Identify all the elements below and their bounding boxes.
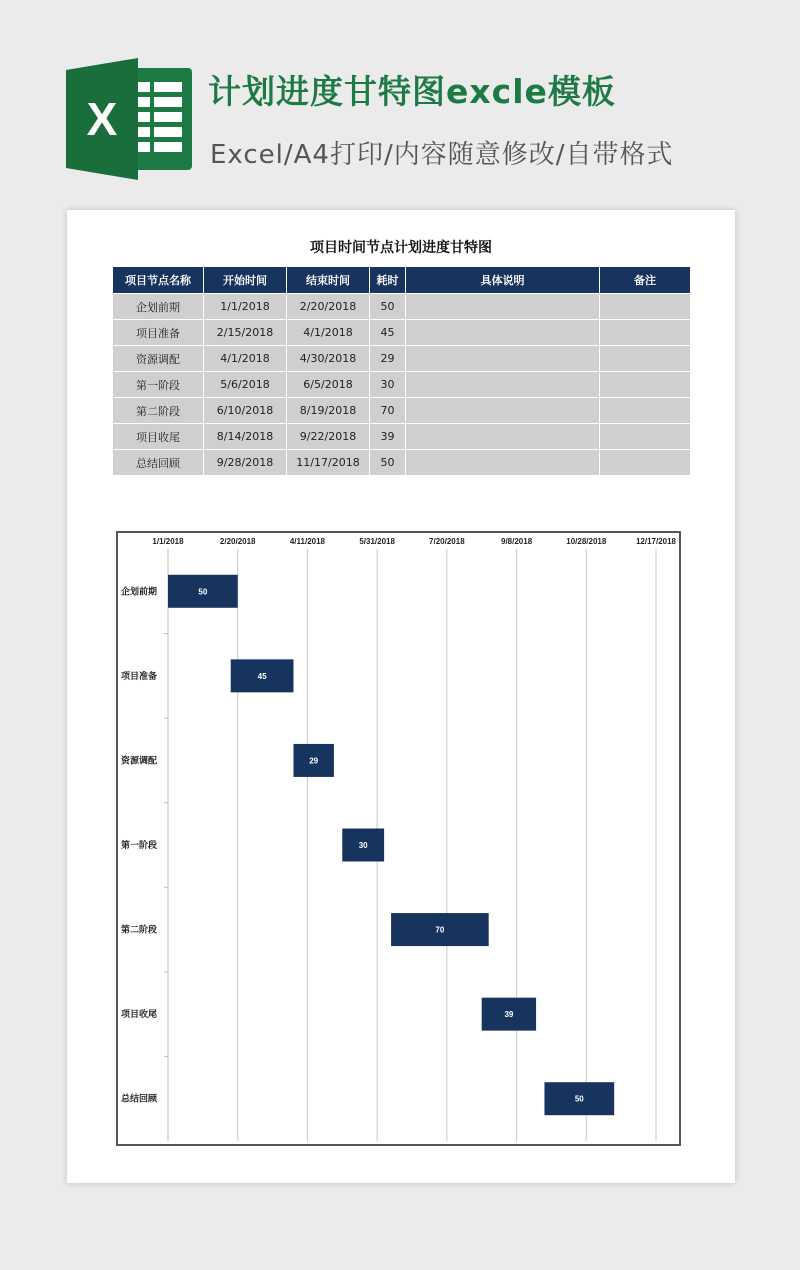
table-row <box>113 372 691 398</box>
cell-note[interactable] <box>600 450 691 476</box>
cell-note[interactable] <box>600 320 691 346</box>
table-header-row <box>113 267 691 294</box>
cell-desc[interactable] <box>406 398 600 424</box>
x-tick-label: 2/20/2018 <box>219 537 256 546</box>
cell-desc[interactable] <box>406 372 600 398</box>
table-row <box>113 346 691 372</box>
col-header-note[interactable]: 备注 <box>600 267 691 294</box>
col-header-days[interactable]: 耗时 <box>370 267 406 294</box>
cell-desc[interactable] <box>406 320 600 346</box>
cell-name[interactable]: 项目准备 <box>113 320 204 346</box>
cell-days[interactable]: 50 <box>370 294 406 320</box>
category-label: 资源调配 <box>121 756 158 767</box>
bar-value-label: 50 <box>574 1094 584 1104</box>
cell-desc[interactable] <box>406 294 600 320</box>
cell-end[interactable]: 4/1/2018 <box>287 320 370 346</box>
x-tick-label: 12/17/2018 <box>635 537 677 546</box>
schedule-table <box>112 266 691 476</box>
gantt-chart[interactable] <box>116 531 681 1146</box>
x-tick-label: 4/11/2018 <box>289 537 326 546</box>
category-label: 项目准备 <box>121 671 158 682</box>
x-tick-label: 10/28/2018 <box>566 537 607 546</box>
cell-days[interactable]: 70 <box>370 398 406 424</box>
cell-desc[interactable] <box>406 424 600 450</box>
cell-start[interactable]: 8/14/2018 <box>204 424 287 450</box>
bar-value-label: 30 <box>358 841 368 850</box>
excel-logo-icon <box>66 58 194 180</box>
cell-desc[interactable] <box>406 450 600 476</box>
cell-name[interactable]: 项目收尾 <box>113 424 204 450</box>
col-header-desc[interactable]: 具体说明 <box>406 267 600 294</box>
cell-days[interactable]: 29 <box>370 346 406 372</box>
category-label: 第一阶段 <box>121 841 158 851</box>
cell-note[interactable] <box>600 346 691 372</box>
x-tick-label: 9/8/2018 <box>501 537 533 546</box>
cell-note[interactable] <box>600 372 691 398</box>
page-title: 计划进度甘特图excle模板 <box>208 72 616 111</box>
table-row <box>113 424 691 450</box>
cell-start[interactable]: 6/10/2018 <box>204 398 287 424</box>
bar-value-label: 29 <box>309 756 319 766</box>
cell-end[interactable]: 2/20/2018 <box>287 294 370 320</box>
cell-note[interactable] <box>600 398 691 424</box>
bar-value-label: 50 <box>198 587 208 597</box>
bar-value-label: 70 <box>435 925 445 935</box>
category-label: 项目收尾 <box>121 1010 158 1021</box>
gantt-chart-svg <box>118 533 679 1144</box>
cell-name[interactable]: 资源调配 <box>113 346 204 372</box>
cell-end[interactable]: 9/22/2018 <box>287 424 370 450</box>
col-header-end[interactable]: 结束时间 <box>287 267 370 294</box>
table-row <box>113 320 691 346</box>
cell-end[interactable]: 8/19/2018 <box>287 398 370 424</box>
cell-note[interactable] <box>600 294 691 320</box>
cell-start[interactable]: 5/6/2018 <box>204 372 287 398</box>
cell-name[interactable]: 企划前期 <box>113 294 204 320</box>
x-tick-label: 5/31/2018 <box>359 537 395 546</box>
cell-desc[interactable] <box>406 346 600 372</box>
cell-start[interactable]: 1/1/2018 <box>204 294 287 320</box>
cell-start[interactable]: 2/15/2018 <box>204 320 287 346</box>
x-tick-label: 7/20/2018 <box>429 537 465 546</box>
spreadsheet-sheet <box>67 210 735 1183</box>
category-label: 总结回顾 <box>121 1094 158 1105</box>
table-row <box>113 450 691 476</box>
col-header-name[interactable]: 项目节点名称 <box>113 267 204 294</box>
page-subtitle: Excel/A4打印/内容随意修改/自带格式 <box>210 140 674 170</box>
cell-start[interactable]: 4/1/2018 <box>204 346 287 372</box>
cell-days[interactable]: 39 <box>370 424 406 450</box>
logo-letter: X <box>86 93 118 145</box>
category-label: 企划前期 <box>121 587 158 598</box>
col-header-start[interactable]: 开始时间 <box>204 267 287 294</box>
category-label: 第二阶段 <box>121 925 158 936</box>
bar-value-label: 39 <box>504 1010 514 1020</box>
cell-days[interactable]: 30 <box>370 372 406 398</box>
table-row <box>113 398 691 424</box>
table-row <box>113 294 691 320</box>
cell-days[interactable]: 45 <box>370 320 406 346</box>
cell-name[interactable]: 第二阶段 <box>113 398 204 424</box>
cell-note[interactable] <box>600 424 691 450</box>
cell-name[interactable]: 总结回顾 <box>113 450 204 476</box>
cell-end[interactable]: 4/30/2018 <box>287 346 370 372</box>
bar-value-label: 45 <box>257 671 267 681</box>
cell-end[interactable]: 11/17/2018 <box>287 450 370 476</box>
x-tick-label: 1/1/2018 <box>152 537 184 546</box>
cell-name[interactable]: 第一阶段 <box>113 372 204 398</box>
cell-start[interactable]: 9/28/2018 <box>204 450 287 476</box>
cell-end[interactable]: 6/5/2018 <box>287 372 370 398</box>
sheet-title: 项目时间节点计划进度甘特图 <box>310 240 492 256</box>
cell-days[interactable]: 50 <box>370 450 406 476</box>
